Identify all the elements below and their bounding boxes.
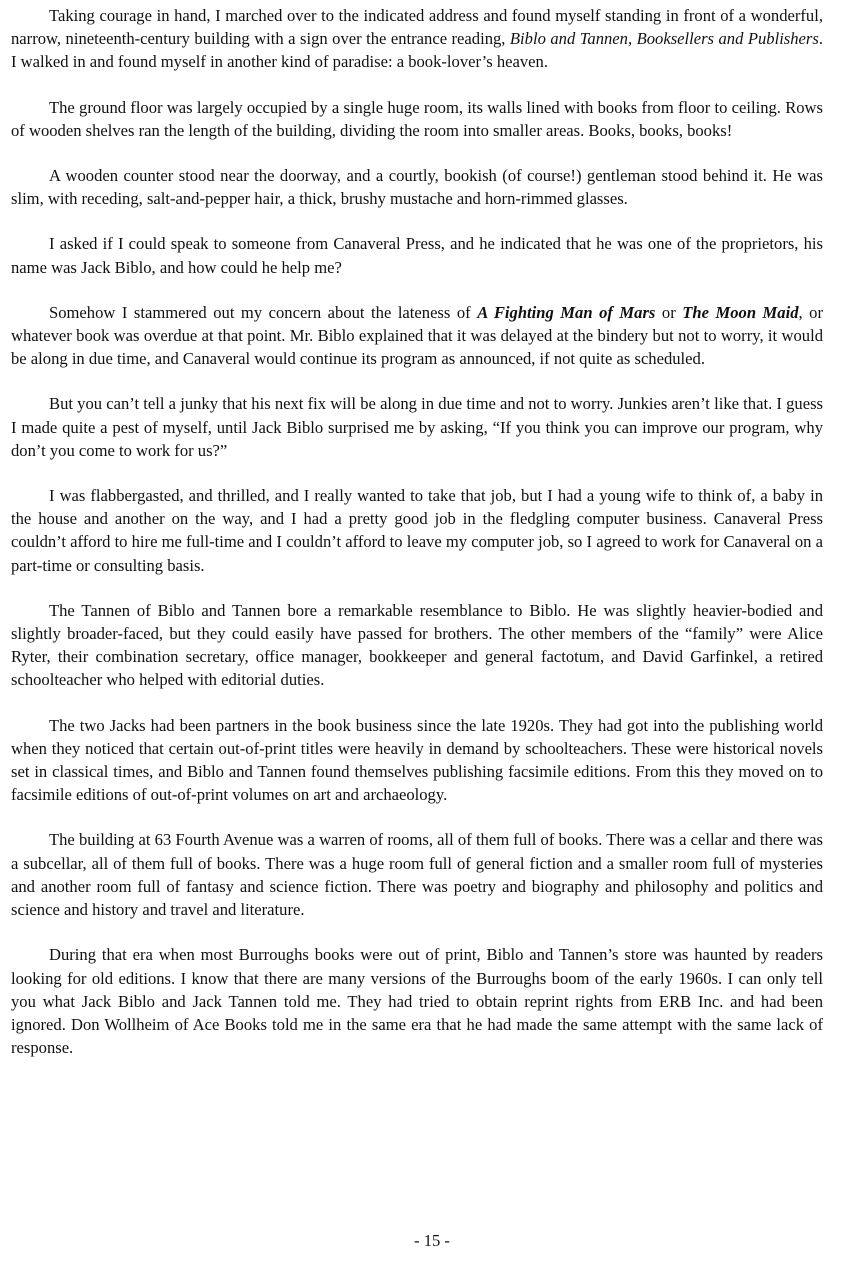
paragraph-text: or [655,302,683,322]
paragraph-text: I asked if I could speak to someone from Canaveral Press, and he indicated that he was one of the proprietors, his name was Jack Biblo, and how could he help me? [11,234,823,277]
paragraph [11,828,823,921]
paragraph [11,714,823,807]
paragraph [11,599,823,692]
paragraph [11,4,823,74]
paragraph-text: The ground floor was largely occupied by a single huge room, its walls lined with books from floor to ceiling. Rows of wooden shelves ran the length of the building, dividing the room into smaller areas. Books, books, books! [11,97,823,140]
paragraph-text: But you can’t tell a junky that his next fix will be along in due time and not to worry. Junkies aren’t like that. I guess I made quite a pest of myself, until Jack Biblo surprised me by asking, “If you think you can improve our program, why don’t you come to work for us?” [11,394,823,460]
paragraph [11,484,823,577]
paragraph-text: The two Jacks had been partners in the book business since the late 1920s. They had got into the publishing world when they noticed that certain out-of-print titles were heavily in demand by schoolteachers. These were historical novels set in classical times, and Biblo and Tannen found themselves publishing facsimile editions. From this they moved on to facsimile editions of out-of-print volumes on art and archaeology. [11,715,823,805]
paragraph-text: I was flabbergasted, and thrilled, and I really wanted to take that job, but I had a young wife to think of, a baby in the house and another on the way, and I had a pretty good job in the fledgling computer business. Canaveral Press couldn’t afford to hire me full-time and I couldn’t afford to leave my computer job, so I agreed to work for Canaveral on a part-time or consulting basis. [11,486,823,575]
paragraph-text: The building at 63 Fourth Avenue was a warren of rooms, all of them full of books. There was a cellar and there was a subcellar, all of them full of books. There was a huge room full of general fiction and a smaller room full of mysteries and another room full of fantasy and science fiction. There was poetry and biography and philosophy and politics and science and history and travel and literature. [11,830,823,920]
paragraph [11,301,823,371]
body-text [11,4,823,1081]
paragraph-text: , or whatever book was overdue at that point. Mr. Biblo explained that it was delayed at the bindery but not to worry, it would be along in due time, and Canaveral would continue its program as announced, if not quite as scheduled. [11,302,823,369]
sign-text: Biblo and Tannen, Booksellers and Publishers [509,29,819,49]
paragraph [11,392,823,462]
paragraph-text: Taking courage in hand, I marched over to the indicated address and found myself standing in front of a wonderful, narrow, nineteenth-century building with a sign over the entrance reading, [11,6,823,49]
paragraph-text: . I walked in and found myself in another kind of paradise: a book-lover’s heaven. [11,29,823,72]
page-number: - 15 - [414,1231,450,1250]
paragraph [11,164,823,210]
paragraph-text: The Tannen of Biblo and Tannen bore a remarkable resemblance to Biblo. He was slightly heavier-bodied and slightly broader-faced, but they could easily have passed for brothers. The other members of the “family” were Alice Ryter, their combination secretary, office manager, bookkeeper and general factotum, and David Garfinkel, a retired schoolteacher who helped with editorial duties. [11,600,823,690]
paragraph [11,96,823,142]
paragraph-text: A wooden counter stood near the doorway, and a courtly, bookish (of course!) gentleman stood behind it. He was slim, with receding, salt-and-pepper hair, a thick, brushy mustache and horn-rimmed glasses. [11,166,823,209]
paragraph [11,943,823,1059]
paragraph [11,232,823,278]
book-title: The Moon Maid [682,302,799,322]
paragraph-text: During that era when most Burroughs books were out of print, Biblo and Tannen’s store was haunted by readers looking for old editions. I know that there are many versions of the Burroughs boom of the early 1960s. I can only tell you what Jack Biblo and Jack Tannen told me. They had tried to obtain reprint rights from ERB Inc. and had been ignored. Don Wollheim of Ace Books told me in the same era that he had made the same attempt with the same lack of response. [11,945,823,1058]
book-title: A Fighting Man of Mars [477,302,656,322]
paragraph-text: Somehow I stammered out my concern about the lateness of [49,302,478,322]
